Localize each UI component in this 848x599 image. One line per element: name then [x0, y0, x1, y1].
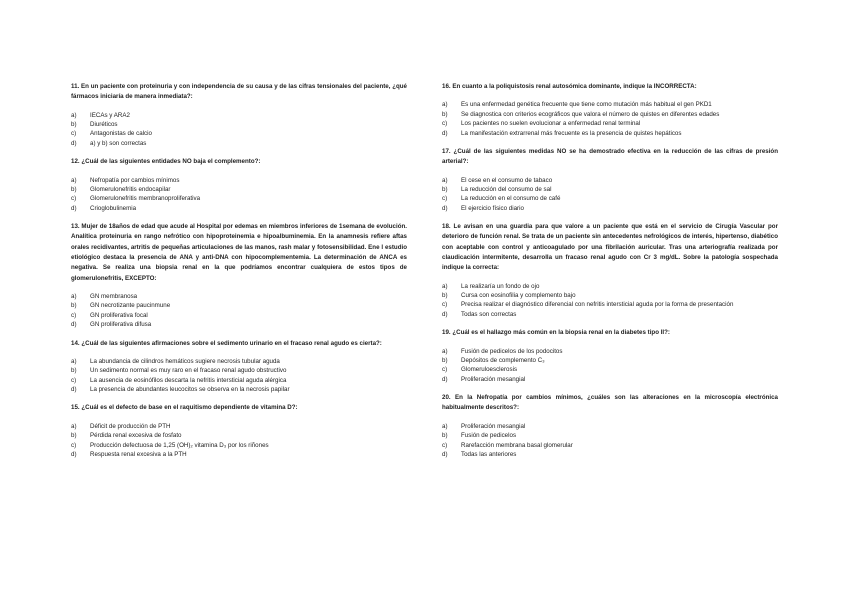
answer-option: [71, 320, 407, 329]
option-letter: a): [71, 292, 77, 300]
option-text: Proliferación mesangial: [461, 422, 526, 430]
answer-option: [71, 441, 407, 450]
right-column: [442, 82, 778, 468]
option-letter: d): [71, 139, 77, 147]
option-text: Pérdida renal excesiva de fosfato: [90, 432, 182, 440]
option-letter: a): [71, 111, 77, 119]
option-text: GN proliferativa focal: [90, 311, 148, 319]
question-11: [71, 82, 407, 148]
option-text: Todas las anteriores: [461, 450, 517, 458]
option-text: Respuesta renal excesiva a la PTH: [90, 450, 187, 458]
option-letter: c): [442, 441, 448, 449]
option-text: La ausencia de eosinófilos descarta la nefritis intersticial aguda alérgica: [90, 376, 287, 384]
answer-option: [71, 185, 407, 194]
option-letter: d): [71, 204, 77, 212]
option-letter: a): [71, 357, 77, 365]
option-letter: c): [71, 195, 77, 203]
option-text: Glomerulonefritis membranoproliferativa: [90, 195, 201, 203]
option-letter: c): [442, 366, 448, 374]
answer-option: [71, 311, 407, 320]
option-letter: a): [442, 101, 448, 109]
option-text: GN proliferativa difusa: [90, 321, 152, 329]
option-letter: b): [71, 367, 77, 375]
answer-option: [71, 450, 407, 459]
option-text: Rarefacción membrana basal glomerular: [461, 441, 573, 449]
option-text: Proliferación mesangial: [461, 375, 526, 383]
option-letter: b): [442, 356, 448, 364]
option-letter: b): [442, 292, 448, 300]
option-text: IECAs y ARA2: [90, 111, 130, 119]
answer-option: [442, 185, 778, 194]
answer-option: [442, 356, 778, 365]
option-letter: c): [71, 441, 77, 449]
option-text: Diuréticos: [90, 121, 118, 128]
answer-option: [442, 375, 778, 384]
answer-options: [71, 422, 407, 460]
option-text: Crioglobulinemia: [90, 204, 137, 212]
option-text: a) y b) son correctas: [90, 139, 147, 147]
answer-options: [442, 422, 778, 460]
option-letter: a): [442, 176, 448, 184]
option-letter: c): [71, 130, 77, 138]
answer-option: [442, 441, 778, 450]
option-letter: b): [71, 302, 77, 310]
option-letter: d): [442, 204, 448, 212]
option-text: Producción defectuosa de 1,25 (OH)₂ vitamina D₃ por los riñones: [90, 441, 269, 449]
question-stem: 16. En cuanto a la poliquistosis renal autosómica dominante, indique la INCORRECTA:: [442, 83, 697, 90]
answer-option: [442, 176, 778, 185]
answer-option: [71, 176, 407, 185]
question-stem: 17. ¿Cuál de las siguientes medidas NO se ha demostrado efectiva en la reducción de las cifras de presión arterial?:: [442, 147, 778, 166]
answer-options: [71, 111, 407, 149]
question-stem: 14. ¿Cuál de las siguientes afirmaciones sobre el sedimento urinario en el fracaso renal agudo es cierta?:: [71, 339, 382, 347]
option-text: La abundancia de cilindros hemáticos sugiere necrosis tubular aguda: [90, 357, 280, 365]
option-letter: b): [71, 121, 77, 128]
answer-option: [71, 431, 407, 440]
option-text: Depósitos de complemento C₃: [461, 356, 545, 364]
question-13: [71, 222, 407, 329]
answer-option: [442, 100, 778, 109]
option-letter: b): [442, 185, 448, 193]
question-18: [442, 222, 778, 319]
option-text: La reducción en el consumo de café: [461, 195, 561, 203]
question-17: [442, 147, 778, 213]
answer-option: [71, 301, 407, 310]
option-letter: c): [442, 195, 448, 203]
option-text: Glomerulonefritis endocapilar: [90, 185, 171, 193]
answer-options: [71, 357, 407, 395]
option-text: Antagonistas de calcio: [90, 130, 152, 138]
option-text: Los pacientes no suelen evolucionar a enfermedad renal terminal: [461, 120, 641, 128]
option-text: Es una enfermedad genética frecuente que tiene como mutación más habitual el gen PKD1: [461, 101, 712, 109]
answer-option: [71, 129, 407, 138]
option-letter: b): [71, 432, 77, 440]
option-letter: a): [442, 347, 448, 355]
option-letter: d): [442, 450, 448, 458]
answer-option: [71, 120, 407, 129]
answer-option: [442, 119, 778, 128]
option-letter: c): [442, 301, 448, 309]
answer-option: [71, 366, 407, 375]
option-text: La realizaría un fondo de ojo: [461, 282, 540, 290]
question-stem: 18. Le avisan en una guardia para que valore a un paciente que está en el servicio de Cirugía Vascular por deterioro de función renal. Se trata de un paciente sin antecedentes nefrológicos de interés, hipertenso, diabético con aceptable con control y anticoagulado por una fibrilación auricular. Tras una arteriografía realizada por claudicación intermitente, desarrolla un fracaso renal agudo con Cr 3 mg/dL. Sobre la patología sospechada indique la correcta:: [442, 223, 778, 272]
answer-options: [71, 292, 407, 330]
answer-option: [442, 110, 778, 119]
option-letter: c): [71, 311, 77, 319]
question-stem: 20. En la Nefropatía por cambios mínimos, ¿cuáles son las alteraciones en la microscopía electrónica habitualmente descritos?:: [442, 394, 778, 412]
question-19: [442, 328, 778, 384]
answer-options: [442, 282, 778, 320]
answer-option: [71, 204, 407, 213]
question-stem: 12. ¿Cuál de las siguientes entidades NO baja el complemento?:: [71, 158, 261, 166]
option-text: Cursa con eosinofilia y complemento bajo: [461, 292, 576, 300]
option-text: Déficit de producción de PTH: [90, 422, 171, 430]
option-text: Se diagnostica con criterios ecográficos que valora el número de quistes en diferentes edades: [461, 110, 720, 118]
option-text: La manifestación extrarrenal más frecuente es la presencia de quistes hepáticos: [461, 129, 682, 137]
option-text: Un sedimento normal es muy raro en el fracaso renal agudo obstructivo: [90, 367, 287, 375]
answer-option: [442, 291, 778, 300]
answer-option: [442, 310, 778, 319]
option-text: Fusión de pedicelos: [461, 432, 517, 440]
option-text: La presencia de abundantes leucocitos se observa en la necrosis papilar: [90, 386, 290, 394]
question-20: [442, 393, 778, 459]
option-text: Glomeruloesclerosis: [461, 366, 518, 374]
answer-option: [71, 422, 407, 431]
answer-option: [71, 139, 407, 148]
question-14: [71, 339, 407, 395]
answer-option: [442, 450, 778, 459]
answer-option: [442, 422, 778, 431]
answer-option: [442, 282, 778, 291]
answer-options: [442, 176, 778, 214]
answer-option: [442, 129, 778, 138]
option-text: Todas son correctas: [461, 310, 517, 318]
answer-option: [442, 365, 778, 374]
option-text: El ejercicio físico diario: [461, 204, 524, 212]
option-letter: d): [71, 386, 77, 394]
option-letter: d): [71, 321, 77, 329]
question-stem: 13. Mujer de 18años de edad que acude al Hospital por edemas en miembros inferiores de 1semana de evolución. Analítica proteinuria en rango nefrótico con hipoproteinemia e hipoalbuminemia. En la anamnesis refiere aftas orales recidivantes, artritis de pequeñas articulaciones de las manos, rash malar y fotosensibilidad. Ene l estudio etiológico destaca la presencia de ANA y anti-DNA con hipocomplementemia. La determinación de ANCA es negativa. Se realiza una biopsia renal en la que podríamos encontrar cualquiera de estos tipos de glomerulonefritis, EXCEPTO:: [71, 223, 407, 282]
answer-option: [71, 111, 407, 120]
answer-option: [71, 385, 407, 394]
option-letter: c): [442, 120, 448, 128]
option-letter: b): [71, 185, 77, 193]
option-text: El cese en el consumo de tabaco: [461, 176, 553, 184]
answer-options: [71, 176, 407, 214]
option-text: Fusión de pedicelos de los podocitos: [461, 347, 563, 355]
answer-option: [442, 347, 778, 356]
option-letter: d): [442, 375, 448, 383]
answer-option: [71, 194, 407, 203]
answer-options: [442, 347, 778, 385]
question-12: [71, 157, 407, 213]
left-column: [71, 82, 407, 468]
option-text: Precisa realizar el diagnóstico diferencial con nefritis intersticial aguda por la forma de presentación: [461, 301, 734, 309]
option-letter: b): [442, 432, 448, 440]
answer-option: [71, 357, 407, 366]
option-text: GN membranosa: [90, 292, 138, 300]
option-text: Nefropatía por cambios mínimos: [90, 176, 180, 184]
question-stem: 15. ¿Cuál es el defecto de base en el raquitismo dependiente de vitamina D?:: [71, 404, 298, 412]
answer-option: [442, 194, 778, 203]
question-15: [71, 403, 407, 459]
answer-option: [442, 300, 778, 309]
answer-option: [71, 292, 407, 301]
question-16: [442, 82, 778, 138]
option-text: La reducción del consumo de sal: [461, 185, 552, 193]
option-letter: a): [71, 422, 77, 430]
option-letter: c): [71, 376, 77, 384]
option-letter: a): [442, 282, 448, 290]
answer-option: [71, 376, 407, 385]
option-letter: d): [442, 129, 448, 137]
option-letter: a): [71, 176, 77, 184]
question-stem: 11. En un paciente con proteinuria y con independencia de su causa y de las cifras tensionales del paciente, ¿qué fármacos iniciaría de manera inmediata?:: [71, 83, 407, 101]
option-letter: b): [442, 110, 448, 118]
answer-options: [442, 100, 778, 138]
option-text: GN necrotizante paucinmune: [90, 302, 171, 310]
answer-option: [442, 204, 778, 213]
option-letter: d): [442, 310, 448, 318]
answer-option: [442, 431, 778, 440]
question-stem: 19. ¿Cuál es el hallazgo más común en la biopsia renal en la diabetes tipo II?:: [442, 329, 670, 337]
option-letter: d): [71, 450, 77, 458]
option-letter: a): [442, 422, 448, 430]
